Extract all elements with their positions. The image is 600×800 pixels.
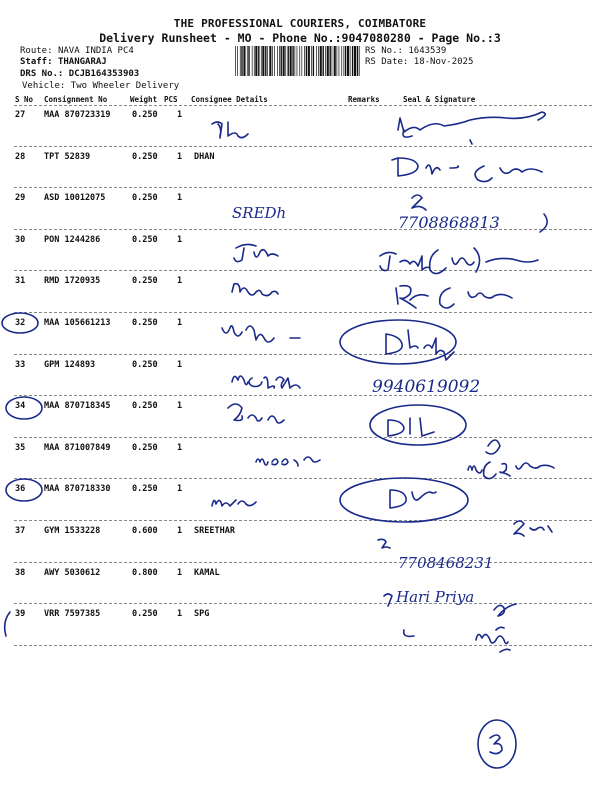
row-weight: 0.250: [132, 443, 158, 453]
row-divider: [14, 437, 592, 438]
barcode-bar: [290, 46, 292, 76]
barcode-bar: [283, 46, 285, 76]
row-divider: [14, 312, 592, 313]
barcode-bar: [269, 46, 271, 76]
route-line: [20, 46, 134, 57]
row-sno: 33: [15, 360, 26, 370]
barcode-bar: [297, 46, 298, 76]
row-consignment-no: MAA 871007849: [44, 443, 111, 453]
rs-date-label: RS Date:: [365, 57, 409, 67]
row-pcs: 1: [177, 443, 183, 453]
barcode-bar: [258, 46, 259, 76]
row-sno: 30: [15, 235, 26, 245]
row-consignment-no: MAA 870718345: [44, 401, 111, 411]
row-sno: 34: [15, 401, 26, 411]
rs-date-line: [365, 57, 473, 67]
barcode-bar: [344, 46, 345, 76]
barcode-bar: [337, 46, 338, 76]
row-consignment-no: RMD 1720935: [44, 276, 101, 286]
company-name: THE PROFESSIONAL COURIERS, COIMBATORE: [173, 17, 427, 30]
row-weight: 0.250: [132, 276, 158, 286]
barcode-bar: [261, 46, 262, 76]
row-consignment-no: VRR 7597385: [44, 609, 101, 619]
row-sno: 29: [15, 193, 26, 203]
row-consignment-no: TPT 52839: [44, 152, 91, 162]
barcode-bar: [265, 46, 266, 76]
barcode-bar: [350, 46, 351, 76]
row-pcs: 1: [177, 318, 183, 328]
header-divider: [14, 105, 592, 106]
row-sno: 39: [15, 609, 26, 619]
row-consignment-no: MAA 870718330: [44, 484, 111, 494]
row-divider: [14, 229, 592, 230]
barcode-bar: [277, 46, 278, 76]
barcode-bar: [302, 46, 303, 76]
row-sno: 37: [15, 526, 26, 536]
row-weight: 0.250: [132, 401, 158, 411]
row-consignment-no: GYM 1533228: [44, 526, 101, 536]
barcode-bar: [274, 46, 275, 76]
row-pcs: 1: [177, 152, 183, 162]
barcode-bar: [325, 46, 326, 76]
col-sno: S No: [15, 95, 34, 104]
barcode-bar: [237, 46, 238, 76]
page-number-circle: [478, 720, 516, 768]
route-value: NAVA INDIA PC4: [57, 46, 134, 56]
rs-no-value: 1643539: [408, 46, 447, 56]
barcode-bar: [341, 46, 342, 76]
row-consignment-no: AWY 5030612: [44, 568, 101, 578]
barcode-bar: [295, 46, 296, 76]
barcode-bar: [243, 46, 245, 76]
row-divider: [14, 395, 592, 396]
barcode-bar: [327, 46, 329, 76]
barcode-bar: [281, 46, 282, 76]
barcode-bar: [345, 46, 346, 76]
row-sno: 31: [15, 276, 26, 286]
row-pcs: 1: [177, 276, 183, 286]
row-divider: [14, 187, 592, 188]
barcode-bar: [318, 46, 319, 76]
barcode-bar: [255, 46, 257, 76]
row-divider: [14, 478, 592, 479]
handwriting-37-phone: 7708468231: [398, 554, 494, 572]
barcode-bar: [292, 46, 293, 76]
row-weight: 0.250: [132, 235, 158, 245]
row-divider: [14, 562, 592, 563]
barcode-bar: [347, 46, 349, 76]
row-consignment-no: PON 1244286: [44, 235, 101, 245]
row-consignee: SPG: [194, 609, 210, 619]
col-remarks: Remarks: [348, 95, 380, 104]
row-divider: [14, 603, 592, 604]
barcode-bar: [241, 46, 242, 76]
col-consignee: Consignee Details: [191, 95, 268, 104]
col-seal: Seal & Signature: [403, 95, 476, 104]
row-pcs: 1: [177, 526, 183, 536]
barcode-bar: [316, 46, 317, 76]
col-weight: Weight: [130, 95, 158, 104]
drs-label: DRS No.:: [20, 69, 64, 79]
row-pcs: 1: [177, 235, 183, 245]
handwriting-29-name: SREDh: [232, 204, 287, 222]
handwriting-38-sig: Hari Priya: [396, 588, 475, 606]
row-divider: [14, 146, 592, 147]
row-consignee: KAMAL: [194, 568, 220, 578]
barcode-bar: [330, 46, 331, 76]
row-sno: 32: [15, 318, 26, 328]
col-consignment: Consignment No: [44, 95, 108, 104]
barcode-bar: [267, 46, 268, 76]
barcode-bar: [334, 46, 336, 76]
barcode-bar: [247, 46, 248, 76]
barcode-bar: [357, 46, 358, 76]
rs-date-value: 18-Nov-2025: [413, 57, 474, 67]
barcode-bar: [299, 46, 300, 76]
barcode-bar: [288, 46, 289, 76]
barcode-bar: [272, 46, 273, 76]
row-weight: 0.250: [132, 193, 158, 203]
barcode-bar: [304, 46, 305, 76]
barcode-bar: [323, 46, 324, 76]
row-consignment-no: MAA 105661213: [44, 318, 111, 328]
barcode-bar: [311, 46, 312, 76]
row-divider: [14, 645, 592, 646]
col-pcs: PCS: [164, 95, 178, 104]
staff-label: Staff:: [20, 57, 53, 67]
barcode-bar: [235, 46, 236, 76]
rs-no-line: [365, 46, 446, 56]
handwriting-29-phone: 7708868813: [398, 213, 500, 232]
barcode-bar: [252, 46, 253, 76]
row-sno: 38: [15, 568, 26, 578]
row-pcs: 1: [177, 568, 183, 578]
row-pcs: 1: [177, 609, 183, 619]
row-divider: [14, 520, 592, 521]
drs-line: [20, 69, 139, 80]
staff-line: [20, 57, 107, 68]
row-pcs: 1: [177, 401, 183, 411]
row-weight: 0.600: [132, 526, 158, 536]
sheet-title: Delivery Runsheet - MO - Phone No.:9047080280 - Page No.:3: [99, 31, 501, 45]
row-sno: 35: [15, 443, 26, 453]
route-label: Route:: [20, 46, 53, 56]
drs-value: DCJB164353903: [68, 69, 140, 79]
barcode-bar: [354, 46, 356, 76]
rs-no-label: RS No.:: [365, 46, 403, 56]
vehicle-line: [22, 81, 179, 92]
row-weight: 0.250: [132, 484, 158, 494]
vehicle-value: Two Wheeler Delivery: [70, 81, 180, 91]
barcode-bar: [262, 46, 264, 76]
row-sno: 36: [15, 484, 26, 494]
row-consignment-no: MAA 870723319: [44, 110, 111, 120]
row-divider: [14, 270, 592, 271]
barcode-bar: [248, 46, 249, 76]
row-consignment-no: ASD 10012075: [44, 193, 106, 203]
row-consignee: SREETHAR: [194, 526, 235, 536]
barcode: [233, 46, 361, 76]
barcode-bar: [240, 46, 241, 76]
barcode-bar: [285, 46, 286, 76]
row-pcs: 1: [177, 360, 183, 370]
row-weight: 0.250: [132, 609, 158, 619]
row-weight: 0.250: [132, 110, 158, 120]
row-consignee: DHAN: [194, 152, 215, 162]
barcode-bar: [308, 46, 310, 76]
row-pcs: 1: [177, 110, 183, 120]
row-sno: 27: [15, 110, 26, 120]
barcode-bar: [279, 46, 280, 76]
row-weight: 0.250: [132, 318, 158, 328]
row-weight: 0.250: [132, 152, 158, 162]
vehicle-label: Vehicle:: [22, 81, 66, 91]
row-divider: [14, 354, 592, 355]
barcode-bar: [332, 46, 333, 76]
row-weight: 0.250: [132, 360, 158, 370]
barcode-bar: [306, 46, 307, 76]
page-number-mark: [490, 735, 502, 754]
barcode-bar: [313, 46, 314, 76]
row-weight: 0.800: [132, 568, 158, 578]
row-sno: 28: [15, 152, 26, 162]
barcode-bar: [339, 46, 340, 76]
row-pcs: 1: [177, 484, 183, 494]
barcode-bar: [254, 46, 255, 76]
staff-value: THANGARAJ: [57, 57, 107, 67]
handwriting-33-phone: 9940619092: [372, 377, 481, 397]
barcode-bar: [359, 46, 360, 76]
barcode-bar: [352, 46, 353, 76]
barcode-bar: [320, 46, 322, 76]
row-consignment-no: GPM 124893: [44, 360, 96, 370]
row-pcs: 1: [177, 193, 183, 203]
